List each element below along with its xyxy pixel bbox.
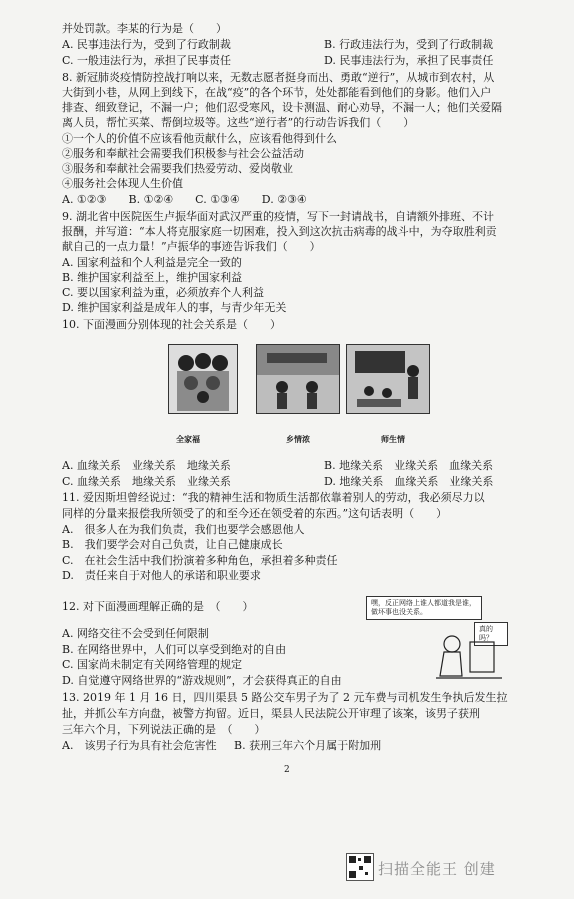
speech-bubble: 嘿，反正网络上谁人都道我是谁，做坏事也没关系。 <box>366 596 482 620</box>
question-10-text: 10. 下面漫画分别体现的社会关系是（ ） <box>62 318 281 331</box>
comic-classroom-scene <box>346 344 430 414</box>
question-13-text: 扯，并抓公车方向盘，被警方拘留。近日，渠县人民法院公开审理了该案，该男子获刑 <box>62 707 480 720</box>
option-row <box>62 38 562 51</box>
watermark: 扫描全能王 创建 <box>378 860 496 878</box>
caption: 全家福 <box>176 434 200 444</box>
comic-village-scene <box>256 344 340 414</box>
option-b: B. 维护国家利益至上，维护国家利益 <box>62 271 243 284</box>
option-b: B. 我们要学会对自己负责，让自己健康成长 <box>62 538 283 551</box>
option-a: A. 血缘关系 业缘关系 地缘关系 <box>62 459 231 472</box>
option-b: B. 地缘关系 业缘关系 血缘关系 <box>324 459 494 472</box>
option-b: B. 行政违法行为，受到了行政制裁 <box>324 38 494 51</box>
option-b: B. 获刑三年六个月属于附加刑 <box>234 739 382 752</box>
question-8-text: 离人员，帮忙买菜、帮倒垃圾等。这些“逆行者”的行动告诉我们（ ） <box>62 116 415 129</box>
question-12-text: 12. 对下面漫画理解正确的是 （ ） <box>62 600 254 613</box>
option-c: C. 血缘关系 地缘关系 业缘关系 <box>62 475 232 488</box>
question-8-text: 8. 新冠肺炎疫情防控战打响以来，无数志愿者挺身而出、勇敢“逆行”，从城市到农村，从 <box>62 71 495 84</box>
caption: 师生情 <box>381 434 405 444</box>
qr-code-icon <box>346 853 374 881</box>
option-d: D. 责任来自于对他人的承诺和职业要求 <box>62 569 261 582</box>
option-a: A. 国家利益和个人利益是完全一致的 <box>62 256 242 269</box>
option-a: A. 该男子行为具有社会危害性 <box>62 739 217 752</box>
speech-bubble: 真的吗？ <box>474 622 508 646</box>
option-a: A. 民事违法行为，受到了行政制裁 <box>62 38 231 51</box>
option-c: C. 要以国家利益为重，必须放弃个人利益 <box>62 286 265 299</box>
option-d: D. 民事违法行为，承担了民事责任 <box>324 54 494 67</box>
question-11-text: 同样的分量来报偿我所领受了的和至今还在领受着的东西。”这句话表明（ ） <box>62 507 448 520</box>
option-c: C. 在社会生活中我们扮演着多种角色，承担着多种责任 <box>62 554 338 567</box>
statement: ②服务和奉献社会需要我们积极参与社会公益活动 <box>62 147 304 160</box>
question-11-text: 11. 爱因斯坦曾经说过：“我的精神生活和物质生活都依靠着别人的劳动，我必须尽力以 <box>62 491 485 504</box>
option-row <box>62 739 562 752</box>
page-number: 2 <box>284 765 290 775</box>
question-13-text: 13. 2019 年 1 月 16 日，四川渠县 5 路公交车男子为了 2 元车费与司机发生争执后发生拉 <box>62 691 508 704</box>
option-c: C. 一般违法行为，承担了民事责任 <box>62 54 232 67</box>
comic-family-photo <box>168 344 238 414</box>
option-d: D. 维护国家利益是成年人的事，与青少年无关 <box>62 301 287 314</box>
question-8-text: 排查、细致登记，不漏一户；他们忍受寒风，设卡测温、耐心劝导，不漏一人；他们关爱隔 <box>62 101 502 114</box>
option-d: D. 地缘关系 血缘关系 业缘关系 <box>324 475 494 488</box>
question-13-text: 三年六个月，下列说法正确的是 （ ） <box>62 723 266 736</box>
caption: 乡情浓 <box>286 434 310 444</box>
statement: ③服务和奉献社会需要我们热爱劳动、爱岗敬业 <box>62 162 293 175</box>
option-c: C. 国家尚未制定有关网络管理的规定 <box>62 658 243 671</box>
answer-choices: A. ①②③ B. ①②④ C. ①③④ D. ②③④ <box>62 193 307 206</box>
question-8-text: 大街到小巷，从网上到线下，在战“疫”的各个环节，处处都能看到他们的身影。他们入户 <box>62 86 492 99</box>
option-d: D. 自觉遵守网络世界的“游戏规则”，才会获得真正的自由 <box>62 674 342 687</box>
statement: ①一个人的价值不应该看他贡献什么，应该看他得到什么 <box>62 132 337 145</box>
option-row <box>62 54 562 67</box>
comic-internet-user <box>366 596 508 686</box>
question-9-text: 献自己的一点力量！”卢振华的事迹告诉我们（ ） <box>62 240 321 253</box>
question-9-text: 9. 湖北省中医院医生卢振华面对武汉严重的疫情，写下一封请战书，自请额外排班、不计 <box>62 210 494 223</box>
option-row <box>62 475 562 488</box>
line: 并处罚款。李某的行为是（ ） <box>62 22 227 35</box>
option-a: A. 网络交往不会受到任何限制 <box>62 627 209 640</box>
option-row <box>62 459 562 472</box>
statement: ④服务社会体现人生价值 <box>62 177 183 190</box>
option-a: A. 很多人在为我们负责，我们也要学会感恩他人 <box>62 523 305 536</box>
option-b: B. 在网络世界中，人们可以享受到绝对的自由 <box>62 643 287 656</box>
question-9-text: 报酬，并写道：“本人将克服家庭一切困难，投入到这次抗击病毒的战斗中，为夺取胜利贡 <box>62 225 497 238</box>
